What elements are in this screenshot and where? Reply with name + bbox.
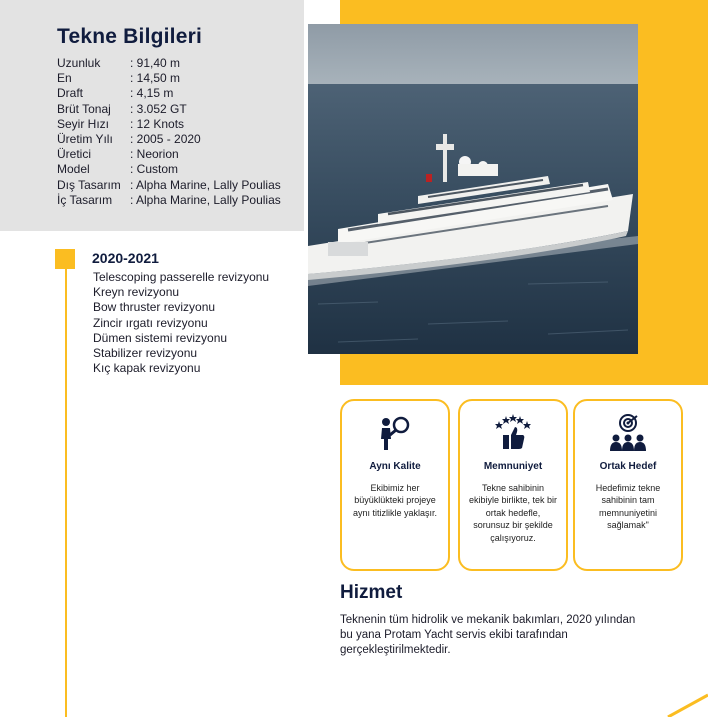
spec-label: En	[57, 71, 72, 86]
card-common-goal	[573, 399, 683, 571]
card-title: Memnuniyet	[483, 461, 543, 472]
spec-label: Brüt Tonaj	[57, 101, 111, 116]
spec-value: : 91,40 m	[130, 56, 181, 70]
spec-row-gross-tonnage	[57, 102, 281, 117]
work-item: Zincir ırgatı revizyonu	[93, 315, 208, 330]
service-description: Teknenin tüm hidrolik ve mekanik bakımları, 2020 yılından bu yana Protam Yacht servis ekibi tarafından gerçekleştirilmektedir.	[340, 614, 636, 656]
spec-value: : Alpha Marine, Lally Poulias	[130, 192, 281, 207]
spec-label: İç Tasarım	[57, 192, 113, 207]
thumbs-up-stars-icon	[460, 413, 566, 453]
card-description: Hedefimiz tekne sahibinin tam memnuniyetini sağlamak"	[595, 483, 661, 531]
spec-value: : Alpha Marine, Lally Poulias	[130, 177, 281, 192]
spec-row-length	[57, 56, 281, 71]
spec-label: Üretici	[57, 147, 92, 162]
spec-label: Üretim Yılı	[57, 132, 113, 147]
card-title: Ortak Hedef	[599, 461, 657, 472]
person-magnifier-icon	[342, 413, 448, 453]
spec-value: : 2005 - 2020	[130, 132, 201, 147]
spec-value: : Neorion	[130, 147, 179, 162]
spec-value: : 3.052 GT	[130, 101, 187, 116]
team-target-icon	[575, 413, 681, 453]
spec-value: : Custom	[130, 162, 179, 177]
card-title: Aynı Kalite	[369, 461, 421, 472]
work-item: Telescoping passerelle revizyonu	[93, 270, 270, 284]
spec-label: Dış Tasarım	[57, 177, 121, 192]
timeline-line	[65, 268, 67, 717]
spec-row-exterior-design	[57, 178, 281, 193]
card-satisfaction	[458, 399, 568, 571]
spec-row-beam	[57, 71, 281, 86]
spec-label: Model	[57, 162, 90, 177]
spec-value: : 14,50 m	[130, 71, 181, 86]
card-description: Ekibimiz her büyüklükteki projeye aynı titizlikle yaklaşır.	[352, 483, 438, 518]
spec-row-interior-design	[57, 193, 281, 208]
timeline-year: 2020-2021	[92, 250, 159, 266]
specs-list	[57, 56, 281, 208]
service-title: Hizmet	[340, 582, 403, 603]
card-same-quality	[340, 399, 450, 571]
work-item: Kıç kapak revizyonu	[93, 361, 201, 376]
work-item: Dümen sistemi revizyonu	[93, 330, 228, 345]
spec-row-production-year	[57, 132, 281, 147]
spec-label: Uzunluk	[57, 56, 101, 70]
spec-value: : 12 Knots	[130, 116, 185, 131]
yacht-photo	[308, 24, 638, 354]
spec-row-speed	[57, 117, 281, 132]
spec-row-draft	[57, 86, 281, 101]
spec-label: Draft	[57, 86, 84, 101]
spec-label: Seyir Hızı	[57, 116, 110, 131]
spec-row-model	[57, 162, 281, 177]
work-item: Kreyn revizyonu	[93, 285, 180, 300]
specs-title: Tekne Bilgileri	[57, 25, 202, 48]
work-item: Bow thruster revizyonu	[93, 300, 216, 315]
spec-value: : 4,15 m	[130, 86, 174, 101]
card-description: Tekne sahibinin ekibiyle birlikte, tek bir ortak hedefle, sorunsuz bir şekilde çalışıyoruz.	[468, 483, 558, 543]
work-item: Stabilizer revizyonu	[93, 346, 198, 361]
timeline-marker	[55, 249, 75, 269]
corner-accent-stripe	[640, 680, 708, 717]
work-item-list	[93, 270, 269, 376]
spec-row-builder	[57, 147, 281, 162]
